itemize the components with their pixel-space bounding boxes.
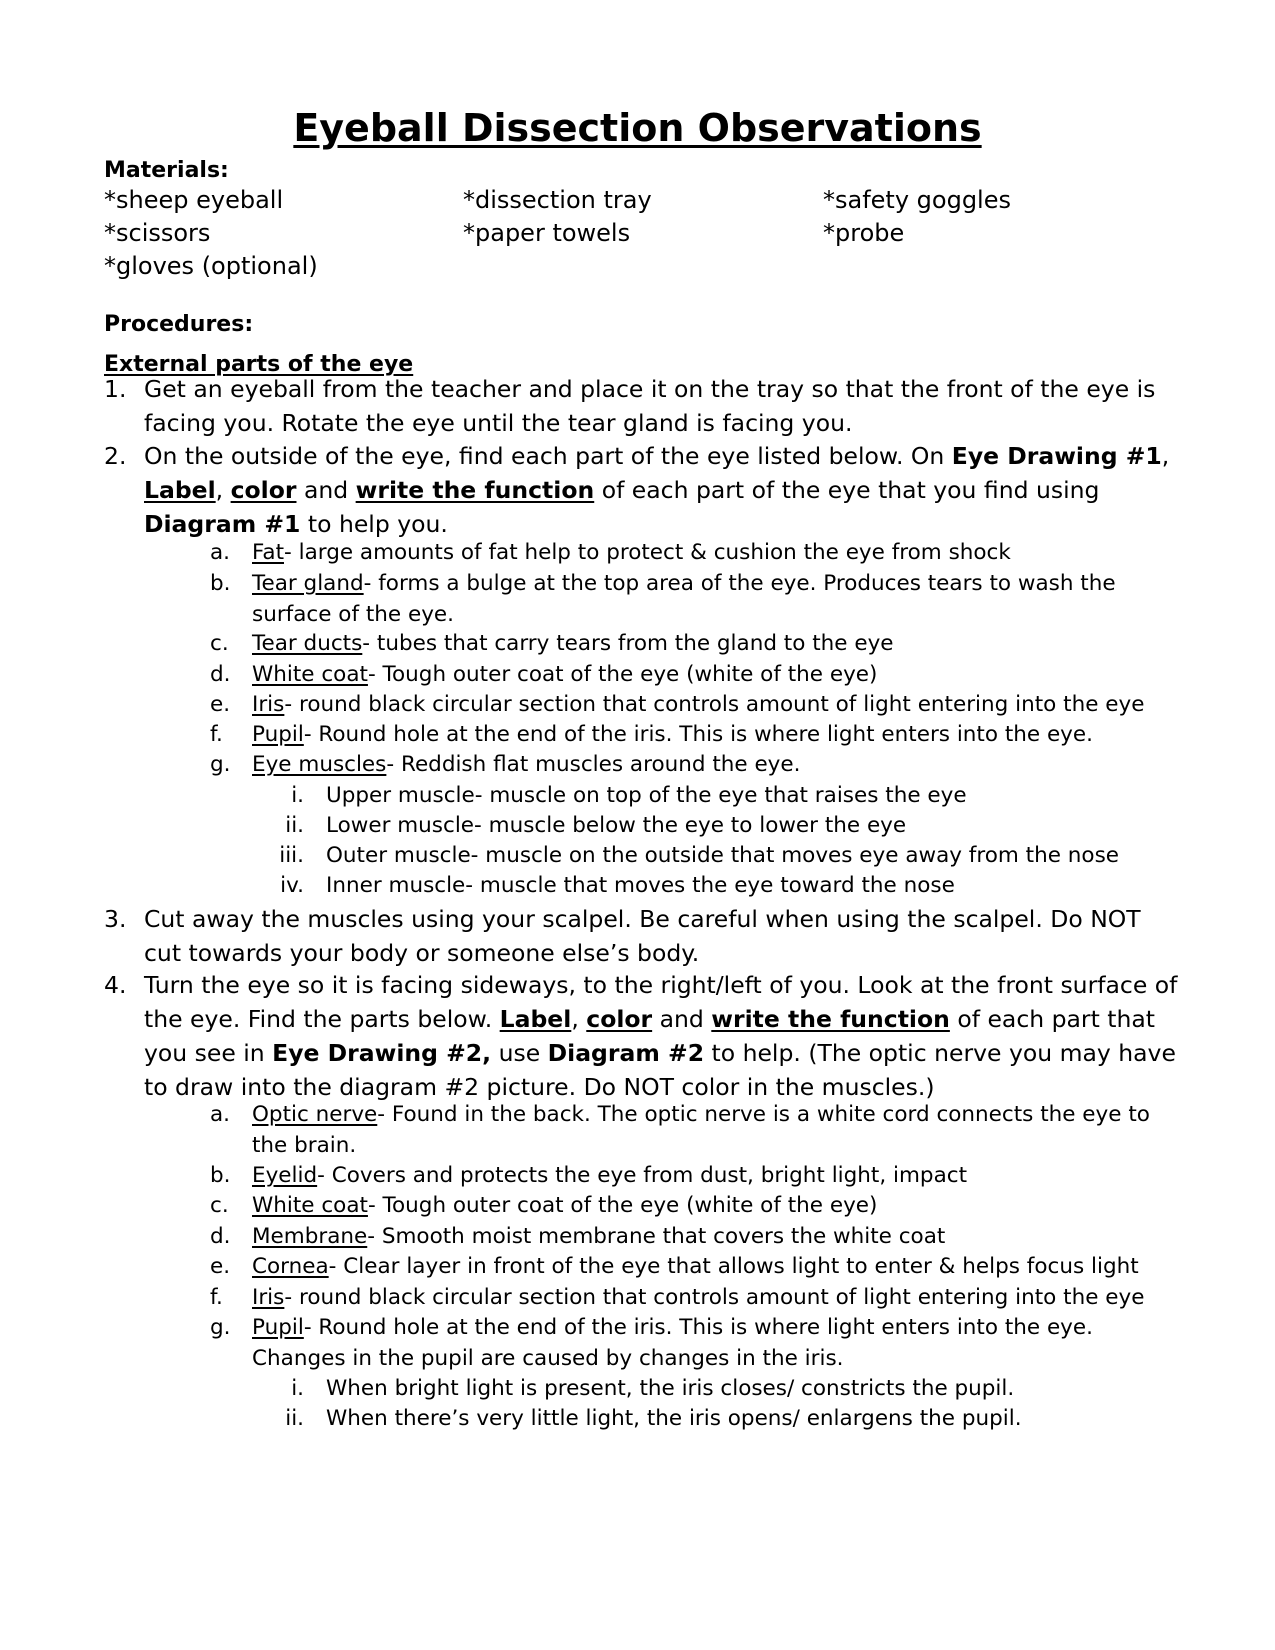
function-instruction: write the function <box>355 476 595 504</box>
part-term: Membrane <box>252 1224 368 1249</box>
sub-list-item: ii. When there’s very little light, the iris opens/ enlargens the pupil. <box>285 1406 1022 1431</box>
procedure-step-2 <box>104 439 1184 541</box>
list-item: g. Pupil- Round hole at the end of the iris. This is where light enters into the eye. Changes in the pupil are caused by changes in the iris. <box>210 1315 1093 1371</box>
part-term: Cornea <box>252 1254 329 1279</box>
part-term: White coat <box>252 662 368 687</box>
materials-label: Materials: <box>104 158 229 183</box>
part-term: Tear ducts <box>252 631 363 656</box>
diagram-ref: Diagram #1 <box>144 510 301 538</box>
list-item: f. Pupil- Round hole at the end of the iris. This is where light enters into the eye. <box>210 722 1093 747</box>
step-number: 4. <box>104 971 127 999</box>
part-term: Pupil <box>252 1315 304 1340</box>
list-item: a. Fat- large amounts of fat help to protect & cushion the eye from shock <box>210 540 1011 565</box>
list-item: e. Cornea- Clear layer in front of the eye that allows light to enter & helps focus light <box>210 1254 1139 1279</box>
procedure-step-1 <box>104 372 1184 440</box>
sub-list-item: iv. Inner muscle- muscle that moves the eye toward the nose <box>280 873 955 898</box>
material-item: *probe <box>823 219 905 247</box>
list-item: g. Eye muscles- Reddish flat muscles around the eye. <box>210 752 801 777</box>
step-text: Cut away the muscles using your scalpel. Be careful when using the scalpel. Do NOT cut towards your body or someone else’s body. <box>144 905 1141 967</box>
label-instruction: Label <box>144 476 216 504</box>
eye-drawing-ref: Eye Drawing #2, <box>272 1039 492 1067</box>
list-item: b. Eyelid- Covers and protects the eye from dust, bright light, impact <box>210 1163 968 1188</box>
list-item: d. Membrane- Smooth moist membrane that covers the white coat <box>210 1224 946 1249</box>
sub-list-item: ii. Lower muscle- muscle below the eye to lower the eye <box>285 813 907 838</box>
list-item: d. White coat- Tough outer coat of the eye (white of the eye) <box>210 662 878 687</box>
part-term: Fat <box>252 540 284 565</box>
list-item: c. White coat- Tough outer coat of the eye (white of the eye) <box>210 1193 878 1218</box>
part-term: Eye muscles <box>252 752 387 777</box>
list-item: e. Iris- round black circular section that controls amount of light entering into the eye <box>210 692 1145 717</box>
list-item: c. Tear ducts- tubes that carry tears from the gland to the eye <box>210 631 894 656</box>
list-item: f. Iris- round black circular section that controls amount of light entering into the eye <box>210 1285 1145 1310</box>
step-text: Turn the eye so it is facing sideways, to the right/left of you. Look at the front surface of the eye. Find the parts below. Label, color and write the function of each part that you see in Eye Drawing #2, use Diagram #2 to help. (The optic nerve you may have to draw into the diagram #2 picture. Do NOT color in the muscles.) <box>144 971 1178 1101</box>
step-number: 2. <box>104 442 127 470</box>
material-item: *gloves (optional) <box>104 252 318 280</box>
color-instruction: color <box>586 1005 653 1033</box>
material-item: *scissors <box>104 219 211 247</box>
function-instruction: write the function <box>711 1005 950 1033</box>
page-title: Eyeball Dissection Observations <box>293 106 982 150</box>
color-instruction: color <box>230 476 297 504</box>
step-number: 1. <box>104 375 127 403</box>
part-term: Iris <box>252 1285 285 1310</box>
step-text: Get an eyeball from the teacher and place it on the tray so that the front of the eye is facing you. Rotate the eye until the tear gland is facing you. <box>144 375 1156 437</box>
material-item: *sheep eyeball <box>104 186 284 214</box>
part-term: Optic nerve <box>252 1102 378 1127</box>
step-text: On the outside of the eye, find each part of the eye listed below. On Eye Drawing #1, Label, color and write the function of each part of the eye that you find using Diagram #1 to help you. <box>144 442 1170 538</box>
procedures-label: Procedures: <box>104 312 254 337</box>
part-term: Eyelid <box>252 1163 318 1188</box>
procedure-step-3 <box>104 902 1184 970</box>
list-item: a. Optic nerve- Found in the back. The optic nerve is a white cord connects the eye to the brain. <box>210 1102 1150 1158</box>
sub-list-item: i. When bright light is present, the iris closes/ constricts the pupil. <box>291 1376 1015 1401</box>
diagram-ref: Diagram #2 <box>547 1039 705 1067</box>
sub-list-item: iii. Outer muscle- muscle on the outside that moves eye away from the nose <box>279 843 1120 868</box>
part-term: White coat <box>252 1193 368 1218</box>
list-item: b. Tear gland- forms a bulge at the top area of the eye. Produces tears to wash the surface of the eye. <box>210 571 1116 627</box>
material-item: *safety goggles <box>823 186 1011 214</box>
material-item: *dissection tray <box>463 186 652 214</box>
label-instruction: Label <box>499 1005 572 1033</box>
part-term: Iris <box>252 692 285 717</box>
part-term: Pupil <box>252 722 304 747</box>
part-term: Tear gland <box>252 571 364 596</box>
material-item: *paper towels <box>463 219 631 247</box>
section-subheading: External parts of the eye <box>104 352 414 377</box>
procedure-step-4 <box>104 968 1184 1104</box>
sub-list-item: i. Upper muscle- muscle on top of the eye that raises the eye <box>291 783 967 808</box>
eye-drawing-ref: Eye Drawing #1 <box>951 442 1162 470</box>
step-number: 3. <box>104 905 127 933</box>
